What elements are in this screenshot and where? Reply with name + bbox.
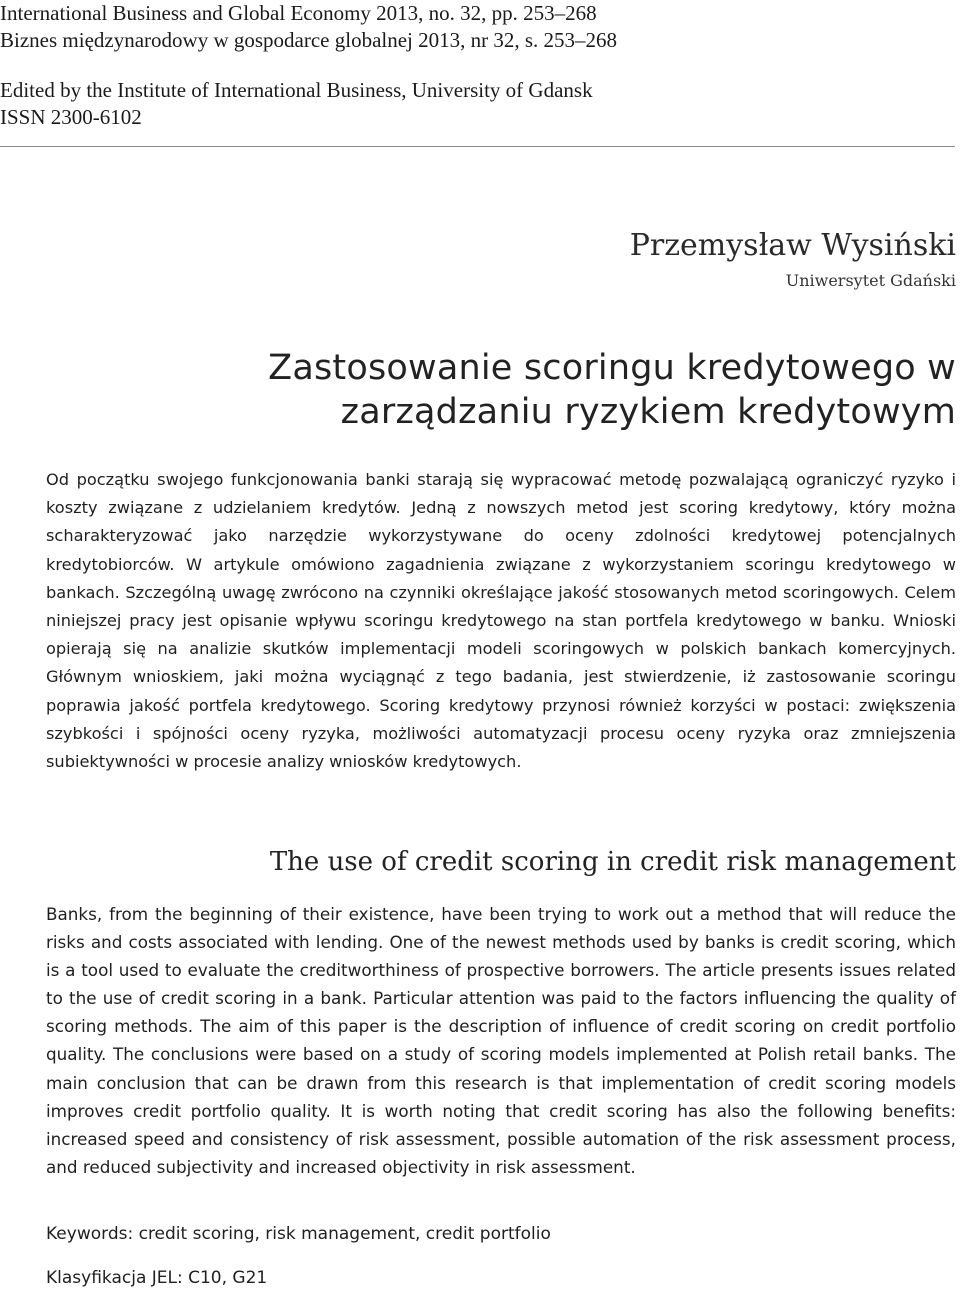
editor-line: Edited by the Institute of International Business, University of Gdansk	[0, 78, 593, 102]
jel-classification: Klasyfikacja JEL: C10, G21	[46, 1268, 268, 1288]
abstract-en: Banks, from the beginning of their existence, have been trying to work out a method that will reduce the risks and costs associated with lending. One of the newest methods used by banks is credit scoring, which is a tool used to evaluate the creditworthiness of prospective borrowers. The article presents issues related to the use of credit scoring in a bank. Particular attention was paid to the factors influencing the quality of scoring methods. The aim of this paper is the description of influence of credit scoring on credit portfolio quality. The conclusions were based on a study of scoring models implemented at Polish retail banks. The main conclusion that can be drawn from this research is that implementation of credit scoring models improves credit portfolio quality. It is worth noting that credit scoring has also the following benefits: increased speed and consistency of risk assessment, possible automation of the risk assessment process, and reduced subjectivity and increased objectivity in risk assessment.	[46, 904, 956, 1177]
issn-line: ISSN 2300-6102	[0, 105, 142, 129]
abstract-pl: Od początku swojego funkcjonowania banki starają się wypracować metodę pozwalającą ograniczyć ryzyko i koszty związane z udzielaniem kredytów. Jedną z nowszych metod jest scoring kredytowy, który można scharakteryzować jako narzędzie wykorzystywane do oceny zdolności kredytowej potencjalnych kredytobiorców. W artykule omówiono zagadnienia związane z wykorzystaniem scoringu kredytowego w bankach. Szczególną uwagę zwrócono na czynniki określające jakość stosowanych metod scoringowych. Celem niniejszej pracy jest opisanie wpływu scoringu kredytowego na stan portfela kredytowego w banku. Wnioski opierają się na analizie skutków implementacji modeli scoringowych w polskich bankach komercyjnych. Głównym wnioskiem, jaki można wyciągnąć z tego badania, jest stwierdzenie, iż zastosowanie scoringu poprawia jakość portfela kredytowego. Scoring kredytowy przynosi również korzyści w postaci: zwiększenia szybkości i spójności oceny ryzyka, możliwości automatyzacji procesu oceny ryzyka oraz zmniejszenia subiektywności w procesie analizy wniosków kredytowych.	[46, 470, 956, 772]
journal-header	[0, 0, 960, 131]
article-title-pl: Zastosowanie scoringu kredytowego w zarządzaniu ryzykiem kredytowym	[268, 348, 956, 432]
article-title-en: The use of credit scoring in credit risk management	[269, 847, 956, 877]
author-name: Przemysław Wysiński	[629, 228, 956, 263]
header-divider	[0, 146, 955, 147]
author-affiliation: Uniwersytet Gdański	[785, 271, 956, 290]
journal-citation-en: International Business and Global Economy 2013, no. 32, pp. 253–268	[0, 1, 597, 25]
journal-citation-pl: Biznes międzynarodowy w gospodarce globalnej 2013, nr 32, s. 253–268	[0, 28, 618, 52]
keywords-line: Keywords: credit scoring, risk management, credit portfolio	[46, 1224, 551, 1244]
author-block	[630, 228, 956, 292]
